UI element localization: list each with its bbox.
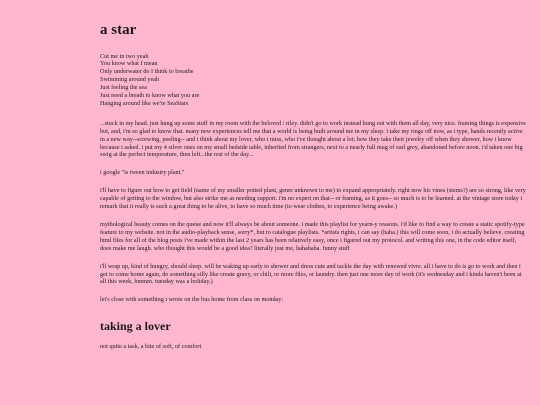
body-paragraph: i google "is tween industry plant." <box>100 169 185 177</box>
poem-lyrics <box>100 53 528 108</box>
post-title: a star <box>100 22 137 38</box>
body-paragraph: mythological beauty comes on the queue and now it'll always be about someone. i made this playlist for yearn-y reasons. i'd like to find a way to create a static spotify-type feature to my website. not in the audio-playback sense, sorry*, but to catalogue playlists. *artists rights, i can say (haha.) this will come soon, i do actually believe. creating html files for all of the blog posts i've made within the last 2 years has been relatively easy, once i figured out my protocol. and writing this one, in the code editor itself, does make me laugh. who thought this would be a good idea? literally just me, hahahaha. funny stuff <box>100 221 525 252</box>
poem-line: Only underwater do I think to breathe <box>100 68 194 76</box>
poem-line: Hanging around like we're SeaStars <box>100 99 189 107</box>
poem-line: Cut me in two yeah <box>100 52 149 60</box>
poem-line: Swimming around yeah <box>100 76 160 84</box>
poem-line: Just feeling the sea <box>100 84 147 92</box>
body-paragraph: ...stuck in my head. just hung up some stuff in my room with the beloved / riley. didn't go to work instead hung out with them all day, very nice. framing things is expensive but, and, i'm so glad to know that. many new experiences tell me that a world is being built around me in my sleep. i take my rings off now, as i type, hands recently active in a new way--screwing, peeling-- and i think about my lover, who i miss, who i've thought about a lot; how they take their jewelry off when they shower, how i know because i asked. i put my 4 silver ones on my small bedside table, inherited from strangers, next to a nearly full mug of earl grey, abandoned before noon. i'd taken one big swig at the perfect temperature, then left...the rest of the day... <box>100 119 527 159</box>
body-paragraph: i'll have to figure out how to get field (name of my smaller potted plant, genre unknown to me) to expand appropriately. right now his vines (stems?) are so strong, like very capable of getting to the window, but also strike me as needing support. i'm no expert on that-- or framing, as it goes-- so much is to be learned. at the vintage store today i remark that it really is such a great thing to be alive, to have so much time (to wear clothes, to experience being awake.) <box>100 187 526 211</box>
poem-line: Just need a breath to know what you are <box>100 92 200 100</box>
section-first-line: not quite a task, a bite of soft, of comfort <box>100 343 202 351</box>
body-paragraph: i'll wrap up, kind of hungry, should sleep. will be waking up early to shower and dress cute and tackle the day with renewed vivre. all i have to do is go to work and then i get to come home again, do something silly like create gravy, or chili, or more files, or laundry. then just one more day of work (it's wednesday and i kinda haven't been at all this week, hmmm. tuesday was a holiday.) <box>100 262 522 286</box>
section-heading: taking a lover <box>100 319 171 334</box>
poem-line: You know what I mean <box>100 60 158 68</box>
body-paragraph: let's close with something i wrote on the bus home from class on monday: <box>100 296 284 304</box>
